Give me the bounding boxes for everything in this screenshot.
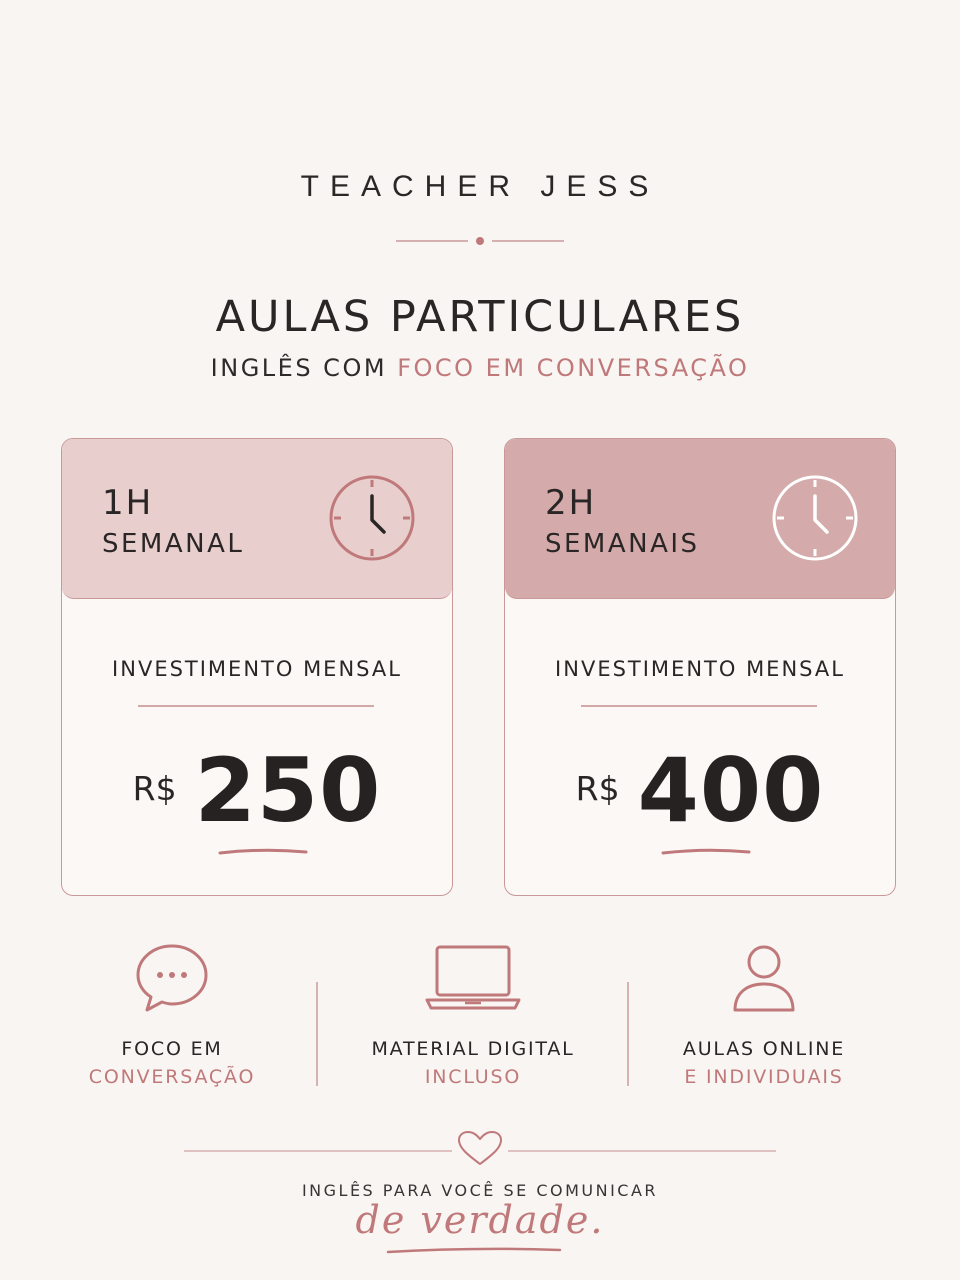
plan-frequency: SEMANAL (102, 529, 245, 559)
brand-name: TEACHER JESS (300, 170, 660, 203)
footer-script: de verdade. (355, 1198, 605, 1242)
chat-bubble-icon (134, 942, 210, 1014)
feature-title: MATERIAL DIGITAL (371, 1038, 575, 1060)
subtitle-prefix: INGLÊS COM (210, 354, 388, 382)
plan-card-1h[interactable] (61, 438, 453, 896)
feature-divider (316, 982, 318, 1086)
price-label-divider (138, 705, 374, 707)
footer-underline-swash (384, 1244, 564, 1256)
feature-online-individual (634, 942, 894, 1088)
clock-icon (771, 474, 859, 562)
price-amount: 400 (637, 739, 825, 842)
feature-conversation (42, 942, 302, 1088)
clock-icon (328, 474, 416, 562)
heart-icon (459, 1132, 501, 1164)
price-label: INVESTIMENTO MENSAL (112, 657, 402, 681)
price-currency: R$ (575, 769, 620, 808)
page-title: AULAS PARTICULARES (215, 292, 745, 342)
feature-subtitle: INCLUSO (424, 1066, 522, 1088)
price-currency: R$ (132, 769, 177, 808)
price-underline-swash (661, 847, 751, 857)
brand-divider (396, 233, 564, 249)
plan-frequency: SEMANAIS (545, 529, 700, 559)
feature-digital-material (343, 942, 603, 1088)
subtitle-accent: FOCO EM CONVERSAÇÃO (397, 354, 750, 382)
price (62, 739, 452, 842)
feature-title: AULAS ONLINE (682, 1038, 846, 1060)
price (505, 739, 895, 842)
plan-hours: 2H (545, 483, 597, 523)
user-icon (730, 942, 798, 1014)
price-amount: 250 (194, 739, 382, 842)
laptop-icon (425, 942, 521, 1014)
footer-divider (184, 1130, 776, 1170)
price-label-divider (581, 705, 817, 707)
feature-subtitle: CONVERSAÇÃO (88, 1066, 256, 1088)
plan-card-header (62, 439, 452, 599)
feature-divider (627, 982, 629, 1086)
feature-subtitle: E INDIVIDUAIS (684, 1066, 844, 1088)
page-subtitle (0, 354, 960, 382)
price-label: INVESTIMENTO MENSAL (555, 657, 845, 681)
footer-tagline: INGLÊS PARA VOCÊ SE COMUNICAR (301, 1181, 659, 1200)
price-underline-swash (218, 847, 308, 857)
plan-hours: 1H (102, 483, 154, 523)
plan-card-header (505, 439, 895, 599)
plan-card-2h[interactable] (504, 438, 896, 896)
feature-title: FOCO EM (121, 1038, 223, 1060)
